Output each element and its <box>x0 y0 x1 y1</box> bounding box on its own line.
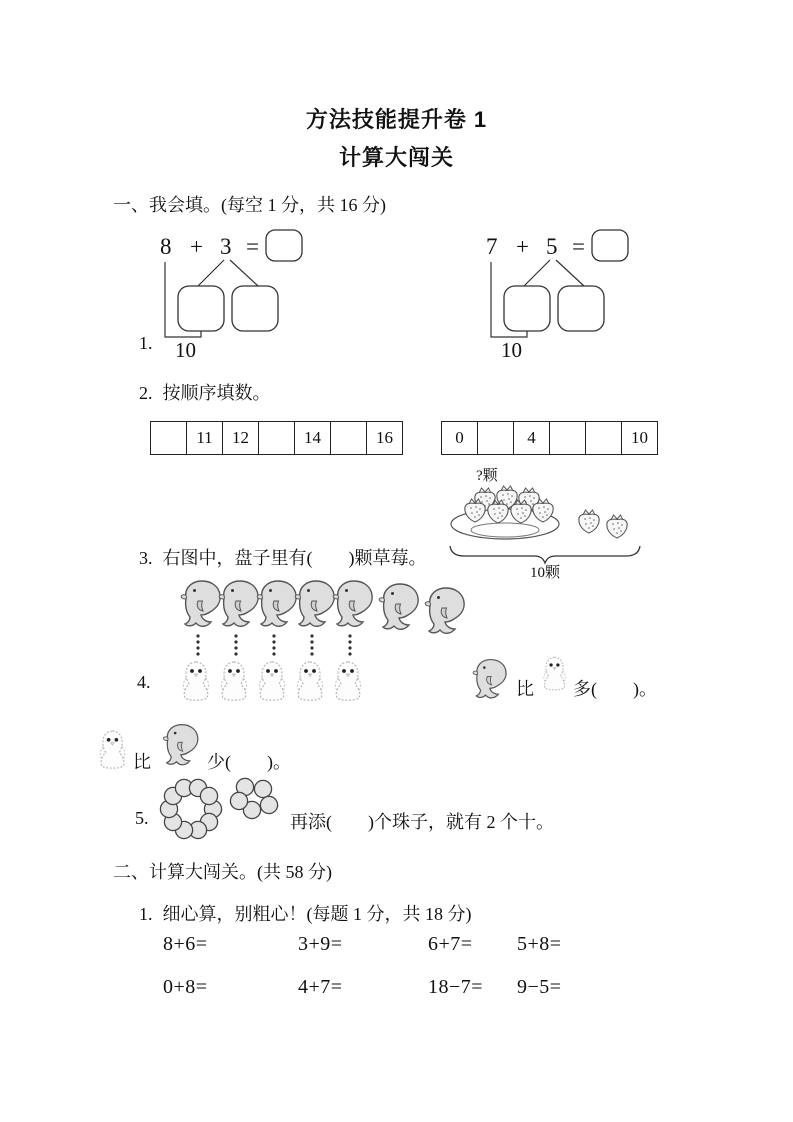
strip-cell <box>151 422 186 454</box>
penguin-icon <box>297 662 322 700</box>
q5-number: 5. <box>135 808 149 828</box>
bond-part-box-left <box>504 286 550 331</box>
bond-part-box-right <box>232 286 278 331</box>
q4-more-line <box>466 655 657 701</box>
strip-cell <box>477 422 513 454</box>
strip-cell: 10 <box>621 422 657 454</box>
dolphin-icon <box>181 581 220 626</box>
bond-ten-label: 10 <box>501 338 522 360</box>
calc-problem: 9−5= <box>517 976 562 998</box>
bond-part-box-left <box>178 286 224 331</box>
plus-sign: + <box>190 234 203 259</box>
answer-box <box>592 230 628 261</box>
dolphin-icon <box>333 581 372 626</box>
bond-ten-label: 10 <box>175 338 196 360</box>
q4-more-text: 多( )。 <box>573 679 657 699</box>
page-title: 方法技能提升卷 1 <box>305 107 488 132</box>
strip-cell <box>585 422 621 454</box>
q3-line <box>139 544 427 570</box>
penguin-icon <box>335 662 360 700</box>
dolphin-penguin-figure <box>158 578 488 706</box>
strawberry-figure <box>448 462 648 580</box>
sec2-q1-line <box>139 900 472 926</box>
calc-problem: 5+8= <box>517 933 562 955</box>
penguin-icon <box>221 662 246 700</box>
calc-problem: 3+9= <box>298 933 343 955</box>
section1-heading: 一、我会填。(每空 1 分，共 16 分) <box>113 195 386 215</box>
compare-word: 比 <box>516 679 534 699</box>
number-bond-right <box>478 224 643 360</box>
dolphin-icon <box>379 584 418 629</box>
q4-less-line <box>96 722 291 774</box>
dolphin-icon <box>157 722 203 768</box>
dolphin-icon <box>219 581 258 626</box>
brace <box>450 546 640 563</box>
bead-icon <box>230 792 247 809</box>
q2-label-line <box>139 379 271 405</box>
calc-problem: 4+7= <box>298 976 343 998</box>
q2-label: 按顺序填数。 <box>162 383 271 403</box>
penguin-icon <box>96 729 129 770</box>
strip-cell: 11 <box>186 422 222 454</box>
q3-number: 3. <box>139 548 153 568</box>
q4-number: 4. <box>137 672 151 692</box>
strip-cell <box>258 422 294 454</box>
pairing-dots <box>196 634 351 655</box>
strip-cell: 12 <box>222 422 258 454</box>
bond-addend-1: 8 <box>160 234 172 259</box>
plus-sign: + <box>516 234 529 259</box>
bead-cluster <box>229 776 281 822</box>
bond-part-box-right <box>558 286 604 331</box>
page-subtitle: 计算大闯关 <box>338 145 454 170</box>
bead-icon <box>254 780 271 797</box>
q2-number: 2. <box>139 383 153 403</box>
calc-problem: 8+6= <box>163 933 208 955</box>
strip-cell: 0 <box>455 428 464 447</box>
calc-problem: 0+8= <box>163 976 208 998</box>
number-bond-left <box>152 224 317 360</box>
number-strip-2 <box>441 421 658 455</box>
strip-cell: 4 <box>513 422 549 454</box>
penguin-icon <box>183 662 208 700</box>
bond-addend-2: 3 <box>220 234 232 259</box>
equals-sign: = <box>246 234 259 259</box>
sec2-q1-number: 1. <box>139 904 153 924</box>
dolphin-icon <box>295 581 334 626</box>
dolphin-icon <box>425 588 464 633</box>
q1-number: 1. <box>139 333 153 353</box>
strawberry-icon <box>607 515 627 538</box>
dolphin-icon <box>466 657 512 701</box>
strip-cell <box>330 422 366 454</box>
strawberry-icon <box>579 510 599 533</box>
bead-icon <box>260 796 277 813</box>
calc-problem: 18−7= <box>428 976 484 998</box>
q5-text: 再添( )个珠子，就有 2 个十。 <box>290 812 554 832</box>
total-label: 10颗 <box>529 565 561 580</box>
penguin-icon <box>540 655 569 692</box>
bond-addend-1: 7 <box>486 234 498 259</box>
bead-ring <box>158 778 226 842</box>
dolphin-icon <box>257 581 296 626</box>
q4-less-text: 少( )。 <box>207 752 291 772</box>
section2-heading: 二、计算大闯关。(共 58 分) <box>113 862 332 882</box>
strip-cell <box>549 422 585 454</box>
strip-cell: 16 <box>366 422 402 454</box>
bead-icon <box>200 787 217 804</box>
strip-cell: 14 <box>294 422 330 454</box>
calc-problem: 6+7= <box>428 933 473 955</box>
sec2-q1-label: 细心算，别粗心！(每题 1 分，共 18 分) <box>162 904 472 924</box>
q3-text: 右图中，盘子里有( )颗草莓。 <box>162 548 427 568</box>
bond-addend-2: 5 <box>546 234 558 259</box>
equals-sign: = <box>572 234 585 259</box>
compare-word: 比 <box>133 752 151 772</box>
plate-question-label: ?颗 <box>476 468 498 484</box>
number-strip-1 <box>150 421 403 455</box>
answer-box <box>266 230 302 261</box>
penguin-icon <box>259 662 284 700</box>
